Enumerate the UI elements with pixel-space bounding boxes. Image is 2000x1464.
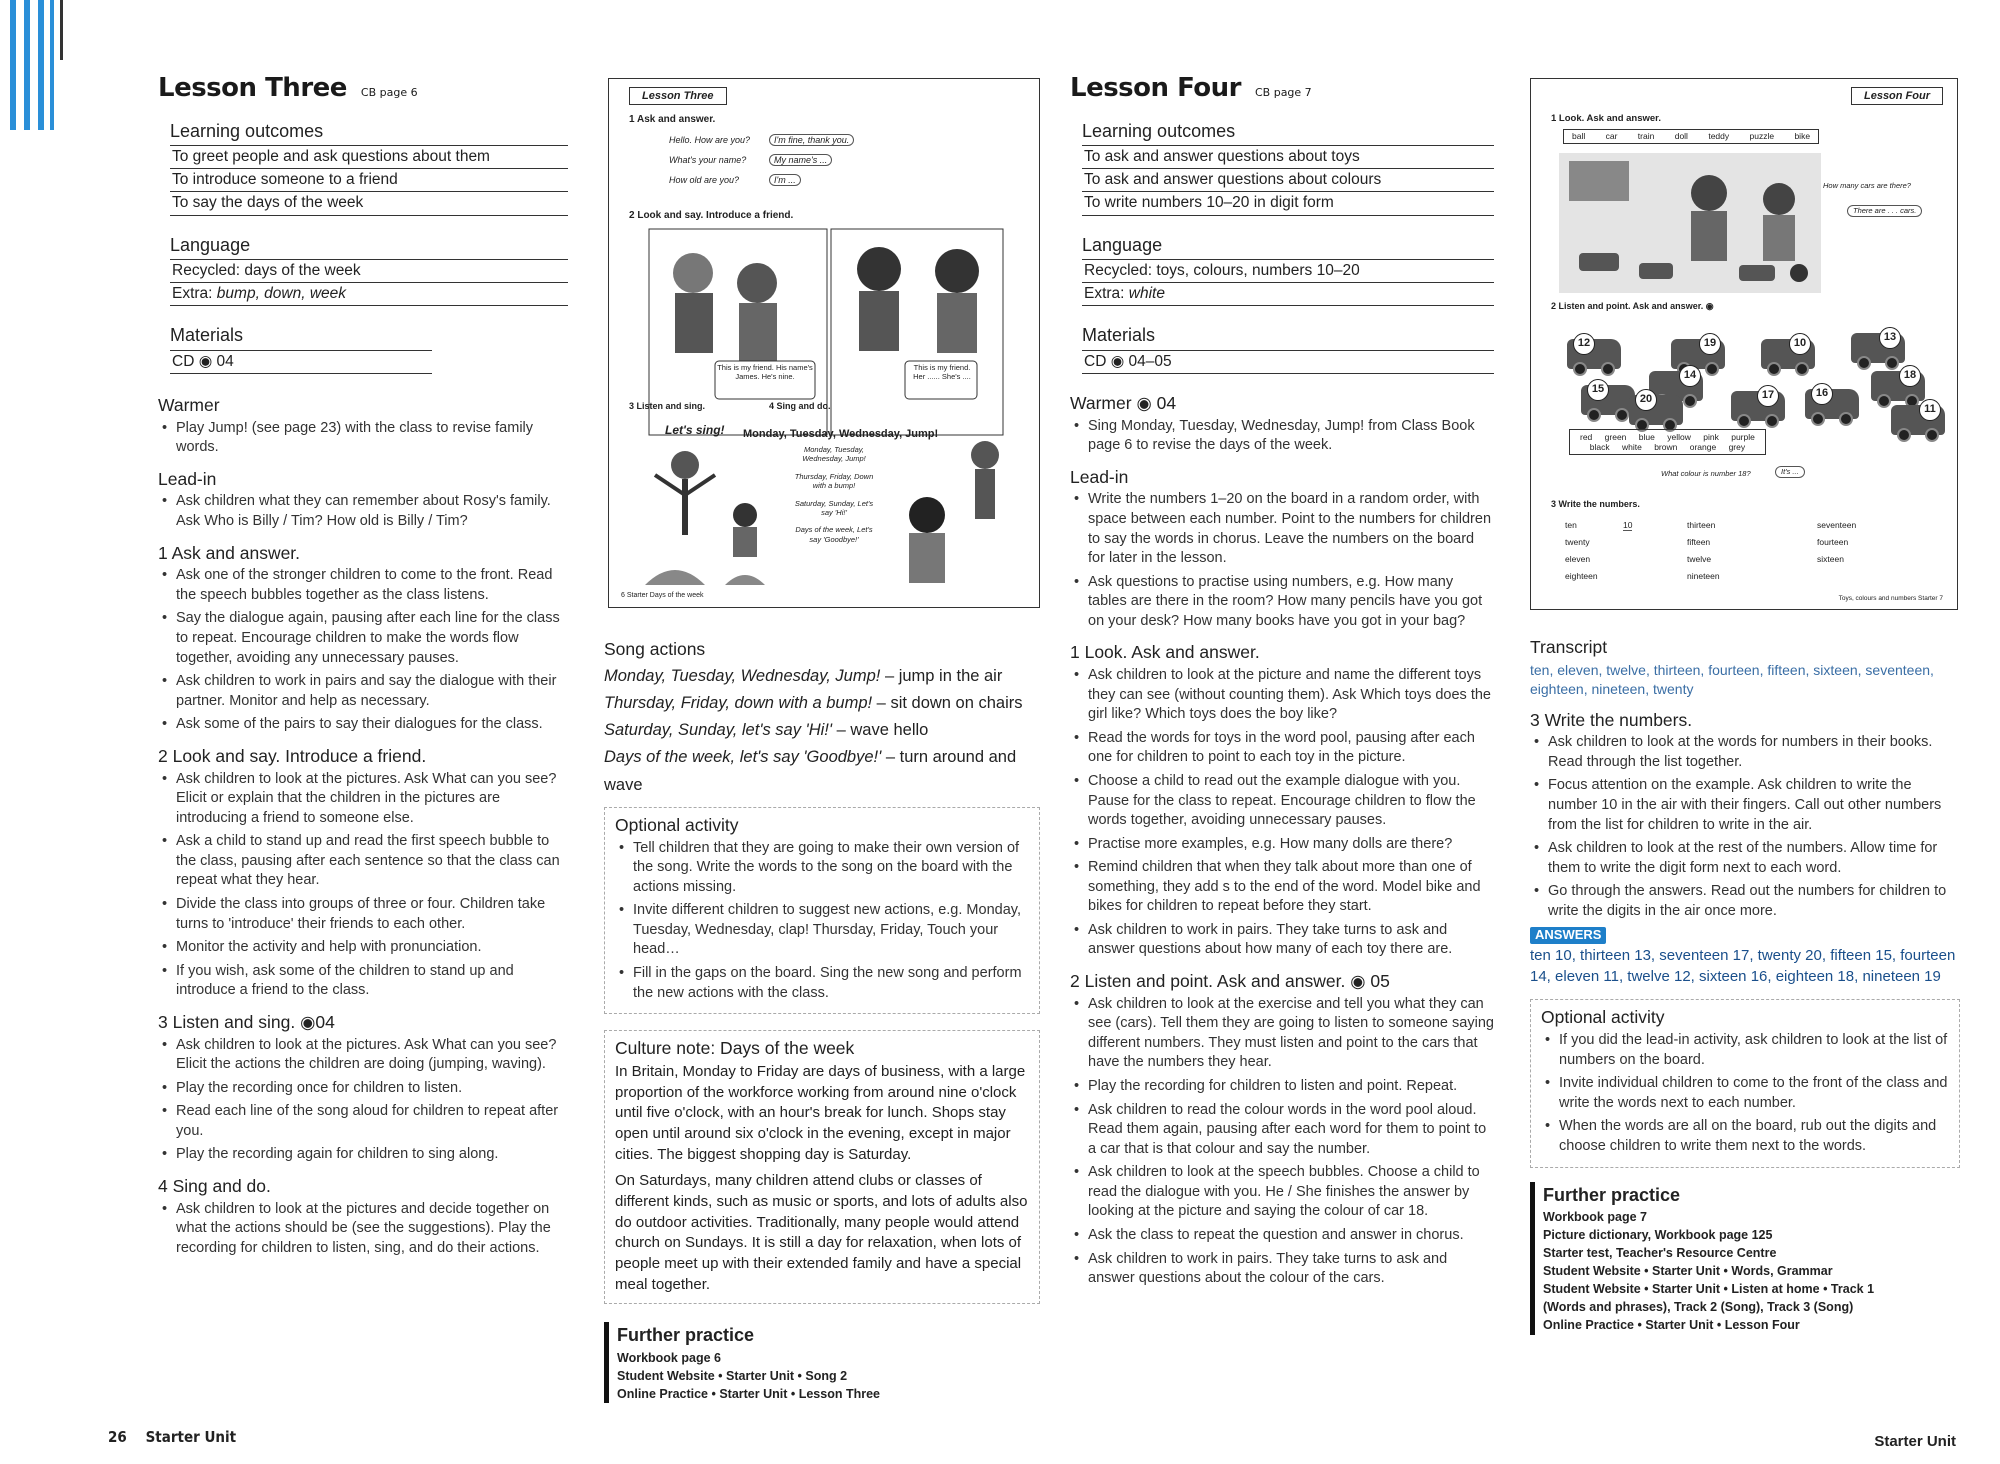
list-item: • Ask children to work in pairs and say the dialogue with their partner. Monitor and help as necessary.	[176, 672, 568, 711]
further-line: Workbook page 7	[1543, 1209, 1647, 1224]
materials-heading: Materials	[170, 324, 432, 350]
list-item: • Play the recording for children to listen and point. Repeat.	[1088, 1077, 1494, 1097]
toy-car: 19	[1671, 339, 1725, 369]
mini-ex3: 3 Listen and sing.	[629, 401, 706, 411]
outcome-item: To greet people and ask questions about them	[170, 146, 568, 169]
language-heading: Language	[170, 234, 568, 260]
cd-icon: ◉	[1350, 971, 1366, 991]
warmer-heading: Warmer	[158, 394, 220, 415]
list-item: • Ask children to look at the words for numbers in their books. Read through the list together.	[1548, 733, 1960, 772]
outcome-item: To write numbers 10–20 in digit form	[1082, 192, 1494, 215]
numbers-column-3	[1817, 517, 1856, 568]
list-item: • Write the numbers 1–20 on the board in a random order, with space between each number. Point to the numbers for children to say the words in chorus. Leave the numbers on the board for later in the lesson.	[1088, 490, 1494, 568]
list-item: • Ask children to look at the rest of the numbers. Allow time for them to write the digit form next to each word.	[1548, 839, 1960, 878]
materials-box	[170, 324, 432, 374]
list-item: • Divide the class into groups of three or four. Children take turns to 'introduce' their friends to each other.	[176, 895, 568, 934]
list-item: • Ask a child to stand up and read the first speech bubble to the class, pausing after each sentence so that the class can repeat what they hear.	[176, 832, 568, 891]
list-item: • Ask children to look at the picture and name the different toys they can see (without counting them). Ask Which toys does the girl like? Which toys does the boy like?	[1088, 666, 1494, 725]
learning-outcomes-box	[1082, 120, 1494, 216]
further-line: Online Practice • Starter Unit • Lesson Three	[617, 1386, 880, 1401]
list-item: • Practise more examples, e.g. How many dolls are there?	[1088, 835, 1494, 855]
section-2-list	[1088, 995, 1494, 1289]
culture-paragraph: On Saturdays, many children attend clubs or classes of different kinds, such as music or sports, and lots of adults also do outdoor activities. Traditionally, many people would attend church on Sundays. It is still a day for relaxation, when lots of people meet up with their extended family and have a special meal together.	[615, 1172, 1028, 1293]
materials-cd: CD ◉ 04–05	[1082, 351, 1494, 374]
optional-activity-box	[1530, 999, 1960, 1167]
right-column	[1530, 636, 1960, 1335]
number-word: sixteen	[1817, 554, 1844, 564]
warmer-list	[1088, 417, 1494, 456]
lesson-four-column	[1070, 72, 1494, 1293]
list-item: • Ask children to look at the exercise and tell you what they can see (cars). Tell them they are going to listen to someone saying different numbers. They must listen and point to the cars that have the numbers they hear.	[1088, 995, 1494, 1073]
list-item: • Ask children to look at the speech bubbles. Choose a child to read the dialogue with you. He / She finishes the answer by looking at the picture and saying the colour of car 18.	[1088, 1163, 1494, 1222]
leadin-list	[1088, 490, 1494, 631]
optional-heading: Optional activity	[615, 814, 739, 835]
mini-ex1: 1 Look. Ask and answer.	[1551, 113, 1661, 124]
speech-bubble-answer-1: There are . . . cars.	[1847, 205, 1922, 217]
toy-car: 10	[1761, 339, 1815, 369]
toy-car: 13	[1851, 333, 1905, 363]
number-word: fifteen	[1687, 537, 1711, 547]
mini-ex2: 2 Look and say. Introduce a friend.	[629, 210, 794, 221]
list-item: • Ask children what they can remember about Rosy's family. Ask Who is Billy / Tim? How old is Billy / Tim?	[176, 492, 568, 531]
car-grid	[1561, 325, 1947, 425]
number-word: eleven	[1565, 554, 1591, 564]
list-item: • Go through the answers. Read out the numbers for children to write the digits in the air once more.	[1548, 882, 1960, 921]
list-item: • Sing Monday, Tuesday, Wednesday, Jump! from Class Book page 6 to revise the days of the week.	[1088, 417, 1494, 456]
cd-icon: ◉	[300, 1011, 316, 1032]
speech-bubble-question-2: What colour is number 18?	[1661, 469, 1751, 478]
song-line: Days of the week, Let's say 'Goodbye!'	[795, 525, 873, 544]
song-actions-list	[604, 663, 1040, 799]
list-item: • Ask questions to practise using numbers, e.g. How many tables are there in the room? How many pencils have you got on your desk? How many books have you got in your bag?	[1088, 573, 1494, 632]
answers-text: ten 10, thirteen 13, seventeen 17, twenty 20, fifteen 15, fourteen 14, eleven 11, twelve 12, sixteen 16, eighteen 18, nineteen 19	[1530, 947, 1956, 986]
speech-bubble-1: This is my friend. His name's James. He's nine.	[717, 363, 813, 381]
cd-icon: ◉	[1136, 392, 1152, 413]
list-item: • Ask children to work in pairs. They take turns to ask and answer questions about the colour of the cars.	[1088, 1250, 1494, 1289]
section-1-heading: 1 Ask and answer.	[158, 542, 301, 563]
further-heading: Further practice	[1543, 1184, 1681, 1205]
list-item: • Remind children that when they talk about more than one of something, they add s to the end of the word. Model bike and bikes for children to repeat before they start.	[1088, 858, 1494, 917]
list-item: • Ask children to look at the pictures. Ask What can you see? Elicit the actions the children are doing (jumping, waving).	[176, 1036, 568, 1075]
number-word: seventeen	[1817, 520, 1857, 530]
numbers-column-2	[1687, 517, 1720, 585]
cd-icon: ◉	[1110, 352, 1125, 370]
optional-heading: Optional activity	[1541, 1007, 1665, 1028]
toy-car: 11	[1891, 405, 1945, 435]
warmer-list	[176, 419, 568, 458]
materials-box	[1082, 324, 1494, 374]
materials-cd: CD ◉ 04	[170, 351, 432, 374]
language-heading: Language	[1082, 234, 1494, 260]
list-item: • Monitor the activity and help with pronunciation.	[176, 938, 568, 958]
song-actions-heading: Song actions	[604, 639, 706, 659]
song-line: Monday, Tuesday, Wednesday, Jump!	[802, 445, 866, 464]
song-title: Monday, Tuesday, Wednesday, Jump!	[743, 428, 939, 440]
language-recycled: Recycled: toys, colours, numbers 10–20	[1082, 260, 1494, 283]
toy-car: 20	[1629, 395, 1683, 425]
list-item: • Choose a child to read out the example dialogue with you. Pause for the class to repeat. Encourage children to flow the words together, avoiding unnecessary pauses.	[1088, 772, 1494, 831]
speech-bubble-answer-2: It's ...	[1775, 466, 1805, 478]
list-item: • Tell children that they are going to make their own version of the song. Write the words to the song on the board with the actions missing.	[633, 839, 1031, 898]
list-item: • Say the dialogue again, pausing after each line for the class to repeat. Encourage children to make the words flow together, avoiding any unnecessary pauses.	[176, 609, 568, 668]
section-2-heading: 2 Look and say. Introduce a friend.	[158, 745, 427, 766]
list-item: • Focus attention on the example. Ask children to write the number 10 in the air with their fingers. Call out other numbers from the list for children to write in the air.	[1548, 776, 1960, 835]
list-item: • Read the words for toys in the word pool, pausing after each one for children to point to each toy in the picture.	[1088, 729, 1494, 768]
cd-icon: ◉	[198, 352, 213, 370]
mini-page-tag: Lesson Three	[629, 87, 727, 105]
section-2-heading: 2 Listen and point. Ask and answer. ◉ 05	[1070, 971, 1390, 991]
language-box	[1082, 234, 1494, 307]
song-line: Saturday, Sunday, Let's say 'Hi!'	[794, 498, 874, 517]
numbers-column-1	[1565, 517, 1632, 585]
toy-car: 14	[1649, 371, 1703, 401]
warmer-heading: Warmer ◉ 04	[1070, 392, 1177, 413]
toy-room-illustration	[1559, 153, 1821, 293]
number-word-row: ten 10	[1565, 520, 1633, 530]
list-item: • Fill in the gaps on the board. Sing the new song and perform the new actions with the class.	[633, 964, 1031, 1003]
toy-car: 12	[1567, 339, 1621, 369]
toy-car: 18	[1871, 371, 1925, 401]
number-word: eighteen	[1565, 571, 1598, 581]
learning-outcomes-heading: Learning outcomes	[1082, 120, 1494, 146]
language-recycled: Recycled: days of the week	[170, 260, 568, 283]
list-item: • Read each line of the song aloud for children to repeat after you.	[176, 1102, 568, 1141]
footer-left: 26 Starter Unit	[108, 1428, 237, 1446]
section-3-list	[1548, 733, 1960, 921]
number-word: nineteen	[1687, 571, 1720, 581]
middle-column	[604, 638, 1040, 1403]
section-1-list	[176, 566, 568, 735]
section-1-heading: 1 Look. Ask and answer.	[1070, 642, 1260, 663]
list-item: • Ask children to read the colour words in the word pool aloud. Read them again, pausing after each word for them to point to a car that is that colour and say the number.	[1088, 1101, 1494, 1160]
language-box	[170, 234, 568, 307]
language-extra: Extra: bump, down, week	[170, 283, 568, 306]
learning-outcomes-box	[170, 120, 568, 216]
song-action-line: Monday, Tuesday, Wednesday, Jump! – jump in the air	[604, 666, 1003, 685]
speech-bubble-2: This is my friend. Her ...... She's ....	[913, 363, 971, 381]
mini-ex4: 4 Sing and do.	[769, 401, 831, 411]
section-1-list	[1088, 666, 1494, 960]
list-item: • Invite individual children to come to the front of the class and write the words next to each number.	[1559, 1074, 1951, 1113]
list-item: • Ask children to look at the pictures and decide together on what the actions should be (see the suggestions). Play the recording for children to listen, sing, and do their actions.	[176, 1200, 568, 1259]
number-word: twenty	[1565, 537, 1590, 547]
toy-word-pool: ball car train doll teddy puzzle bike	[1563, 129, 1819, 144]
left-column	[158, 72, 568, 1262]
mini-dialogue: Hello. How are you? I'm fine, thank you. What's your name? My name's ... How old are you? I'm ...	[669, 131, 854, 190]
section-3-heading: 3 Listen and sing. ◉04	[158, 1011, 335, 1032]
toy-car: 17	[1731, 391, 1785, 421]
further-line: Workbook page 6	[617, 1350, 721, 1365]
page-edge-stripes	[10, 0, 60, 130]
song-action-line: Thursday, Friday, down with a bump! – sit down on chairs	[604, 693, 1023, 712]
transcript-heading: Transcript	[1530, 637, 1608, 657]
further-practice-left	[604, 1322, 1040, 1402]
section-3-heading: 3 Write the numbers.	[1530, 709, 1693, 730]
song-action-line: Saturday, Sunday, let's say 'Hi!' – wave hello	[604, 721, 929, 740]
footer-right: Starter Unit	[1874, 1433, 1956, 1450]
leadin-heading: Lead-in	[1070, 466, 1129, 487]
optional-activity-box	[604, 807, 1040, 1014]
list-item: • Play the recording again for children to sing along.	[176, 1145, 568, 1165]
toy-car: 15	[1581, 385, 1635, 415]
further-line: (Words and phrases), Track 2 (Song), Track 3 (Song)	[1543, 1300, 1854, 1315]
list-item: • Ask one of the stronger children to come to the front. Read the speech bubbles together as the class listens.	[176, 566, 568, 605]
culture-heading: Culture note: Days of the week	[615, 1038, 855, 1059]
lets-sing-label: Let's sing!	[665, 423, 725, 437]
further-line: Student Website • Starter Unit • Listen at home • Track 1	[1543, 1282, 1875, 1297]
list-item: • Ask the class to repeat the question and answer in chorus.	[1088, 1226, 1494, 1246]
outcome-item: To introduce someone to a friend	[170, 169, 568, 192]
answers-block	[1530, 925, 1960, 987]
class-book-page-7	[1530, 78, 1958, 610]
section-2-list	[176, 770, 568, 1001]
mini-ex3: 3 Write the numbers.	[1551, 499, 1640, 509]
song-line: Thursday, Friday, Down with a bump!	[794, 471, 874, 491]
section-4-heading: 4 Sing and do.	[158, 1175, 271, 1196]
outcome-item: To say the days of the week	[170, 192, 568, 215]
list-item: • Ask some of the pairs to say their dialogues for the class.	[176, 715, 568, 735]
cd-icon: ◉	[1705, 301, 1714, 311]
colour-word-pool: red green blue yellow pink purple black white brown orange grey	[1569, 429, 1766, 455]
list-item: • When the words are all on the board, rub out the digits and choose children to write them next to the words.	[1559, 1117, 1951, 1156]
transcript-text: ten, eleven, twelve, thirteen, fourteen, fifteen, sixteen, seventeen, eighteen, nineteen, twenty	[1530, 661, 1934, 697]
section-4-list	[176, 1200, 568, 1259]
list-item: • Play Jump! (see page 23) with the class to revise family words.	[176, 419, 568, 458]
song-lines	[789, 445, 879, 544]
language-extra: Extra: white	[1082, 283, 1494, 306]
mini-ex1: 1 Ask and answer.	[629, 114, 716, 125]
learning-outcomes-heading: Learning outcomes	[170, 120, 568, 146]
further-line: Picture dictionary, Workbook page 125	[1543, 1227, 1773, 1242]
mini-ex2: 2 Listen and point. Ask and answer. ◉	[1551, 301, 1714, 311]
leadin-list	[176, 492, 568, 531]
number-word: twelve	[1687, 554, 1712, 564]
further-line: Online Practice • Starter Unit • Lesson Four	[1543, 1318, 1800, 1333]
outcome-item: To ask and answer questions about toys	[1082, 146, 1494, 169]
lesson-four-title: Lesson Four CB page 7	[1070, 73, 1312, 103]
list-item: • Invite different children to suggest new actions, e.g. Monday, Tuesday, Wednesday, clap! Thursday, Friday, Touch your head…	[633, 901, 1031, 960]
further-line: Student Website • Starter Unit • Song 2	[617, 1368, 848, 1383]
further-line: Starter test, Teacher's Resource Centre	[1543, 1245, 1777, 1260]
outcome-item: To ask and answer questions about colours	[1082, 169, 1494, 192]
mini-footer: 6 Starter Days of the week	[621, 592, 704, 599]
further-line: Student Website • Starter Unit • Words, Grammar	[1543, 1264, 1833, 1279]
speech-bubble-question-1: How many cars are there?	[1823, 181, 1911, 190]
leadin-heading: Lead-in	[158, 468, 217, 489]
culture-note-box	[604, 1030, 1040, 1304]
section-3-list	[176, 1036, 568, 1165]
toy-car: 16	[1805, 389, 1859, 419]
materials-heading: Materials	[1082, 324, 1494, 350]
list-item: • If you did the lead-in activity, ask children to look at the list of numbers on the board.	[1559, 1031, 1951, 1070]
lesson-three-title: Lesson Three CB page 6	[158, 73, 418, 103]
number-word: fourteen	[1817, 537, 1849, 547]
number-word: thirteen	[1687, 520, 1716, 530]
list-item: • Ask children to work in pairs. They take turns to ask and answer questions about how many of each toy there are.	[1088, 921, 1494, 960]
culture-paragraph: In Britain, Monday to Friday are days of business, with a large proportion of the workforce working from around nine o'clock until five o'clock, with an hour's break for lunch. Shops stay open until around six o'clock in the evening, except in major cities. The biggest shopping day is Saturday.	[615, 1062, 1026, 1163]
mini-footer: Toys, colours and numbers Starter 7	[1838, 594, 1943, 602]
mini-page-tag: Lesson Four	[1851, 87, 1943, 105]
list-item: • Ask children to look at the pictures. Ask What can you see? Elicit or explain that the children in the pictures are introducing a friend to someone else.	[176, 770, 568, 829]
song-action-line: Days of the week, let's say 'Goodbye!' – turn around and wave	[604, 748, 1017, 794]
list-item: • Play the recording once for children to listen.	[176, 1079, 568, 1099]
further-heading: Further practice	[617, 1325, 755, 1346]
answers-badge: ANSWERS	[1530, 927, 1606, 944]
class-book-page-6	[608, 78, 1040, 608]
list-item: • If you wish, ask some of the children to stand up and introduce a friend to the class.	[176, 962, 568, 1001]
further-practice-right	[1530, 1182, 1960, 1335]
